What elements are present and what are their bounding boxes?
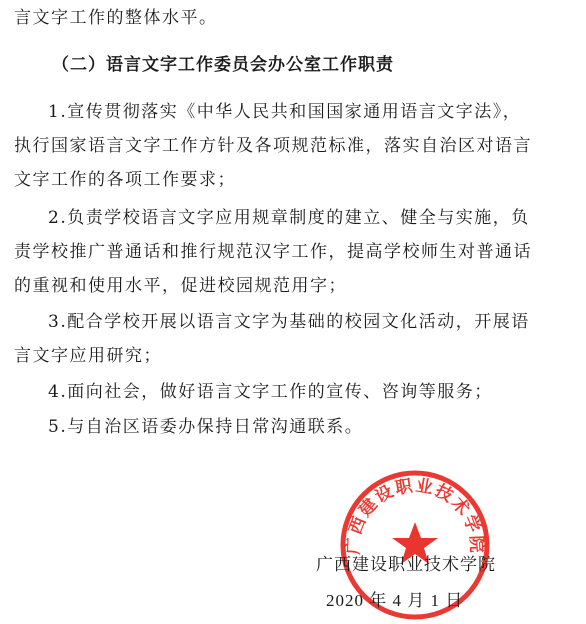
list-item-2-line-2: 责学校推广普通话和推行规范汉字工作，提高学校师生对普通话 bbox=[14, 242, 532, 262]
list-item-1-line-3: 文字工作的各项工作要求； bbox=[14, 170, 236, 190]
section-heading: （二）语言文字工作委员会办公室工作职责 bbox=[52, 55, 394, 75]
list-item-1-line-1: 1.宣传贯彻落实《中华人民共和国国家通用语言文字法》， bbox=[48, 102, 522, 122]
list-item-2-line-1: 2.负责学校语言文字应用规章制度的建立、健全与实施，负 bbox=[48, 208, 530, 228]
signature-organization: 广西建设职业技术学院 bbox=[316, 555, 496, 575]
list-item-5: 5.与自治区语委办保持日常沟通联系。 bbox=[48, 417, 364, 437]
svg-text:广西建设职业技术学院: 广西建设职业技术学院 bbox=[343, 475, 487, 555]
list-item-3-line-1: 3.配合学校开展以语言文字为基础的校园文化活动，开展语 bbox=[48, 312, 530, 332]
list-item-4: 4.面向社会，做好语言文字工作的宣传、咨询等服务； bbox=[48, 382, 493, 402]
list-item-3-line-2: 言文字应用研究； bbox=[14, 346, 162, 366]
paragraph-line-continuation: 言文字工作的整体水平。 bbox=[14, 8, 218, 28]
signature-date: 2020 年 4 月 1 日 bbox=[326, 591, 464, 610]
list-item-1-line-2: 执行国家语言文字工作方针及各项规范标准，落实自治区对语言 bbox=[14, 136, 532, 156]
list-item-2-line-3: 的重视和使用水平，促进校园规范用字； bbox=[14, 276, 347, 296]
